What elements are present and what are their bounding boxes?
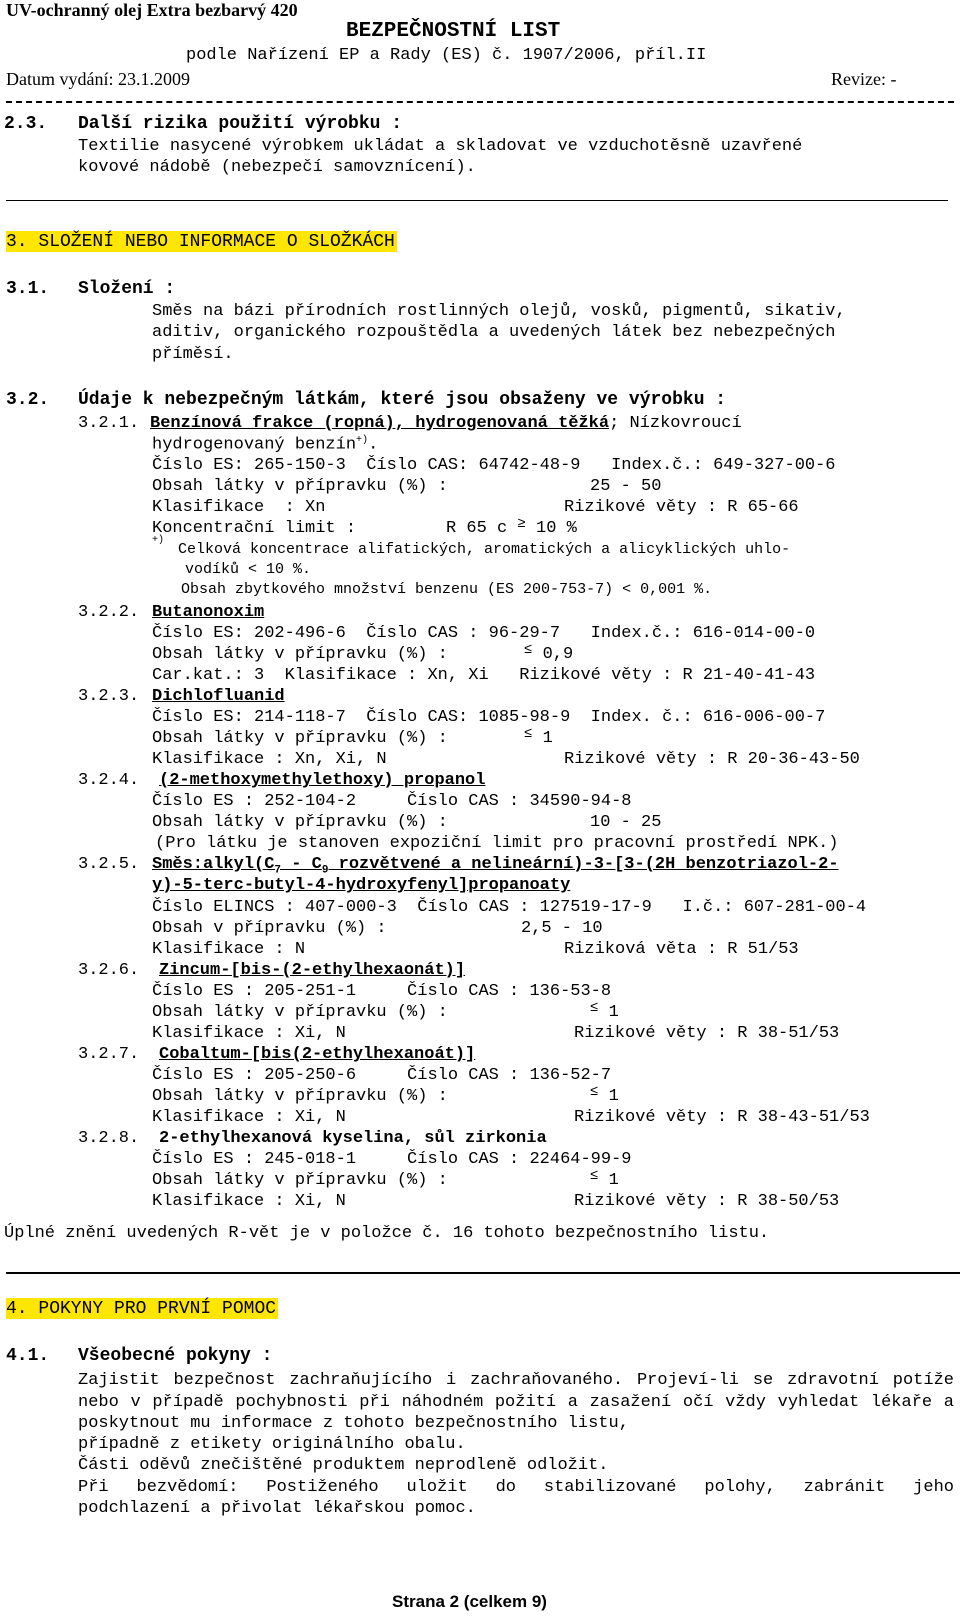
content-label: Obsah látky v přípravku (%) : (152, 1171, 448, 1190)
content-value: 10 - 25 (590, 813, 662, 832)
item-number: 3.2.7. (78, 1045, 140, 1064)
footnote-mark: +) (356, 435, 369, 446)
general-instructions-line: podchlazení a přivolat lékařskou pomoc. (78, 1499, 476, 1518)
content-value (590, 1168, 619, 1190)
exposure-note: (Pro látku je stanoven expoziční limit pro pracovní prostředí NPK.) (155, 834, 839, 853)
identifiers: Číslo ES : 245-018-1 Číslo CAS : 22464-99-9 (152, 1150, 632, 1169)
substance-name-rest: ; Nízkovroucí (609, 414, 742, 433)
content-label: Obsah látky v přípravku (%) : (152, 729, 448, 748)
substance-name-line-2 (152, 435, 378, 455)
content-value: 25 - 50 (590, 477, 662, 496)
item-number: 3.2.8. (78, 1129, 140, 1148)
item-number: 3.2.6. (78, 961, 140, 980)
identifiers: Číslo ES : 205-250-6 Číslo CAS : 136-52-7 (152, 1066, 612, 1085)
substance-name-line-2: y)-5-terc-butyl-4-hydroxyfenyl]propanoaty (152, 876, 571, 895)
content-value (524, 726, 553, 748)
less-equal-symbol: ≤ (590, 1000, 599, 1016)
substance-name: (2-methoxymethylethoxy) propanol (159, 771, 486, 790)
risk-phrases: Rizikové věty : R 38-50/53 (574, 1192, 840, 1211)
content-label: Obsah látky v přípravku (%) : (152, 477, 448, 496)
identifiers: Číslo ES: 202-496-6 Číslo CAS : 96-29-7 Index.č.: 616-014-00-0 (152, 624, 816, 643)
general-instructions-line: případně z etikety originálního obalu. (78, 1435, 466, 1454)
r-phrases-reference: Úplné znění uvedených R-vět je v položce č. 16 tohoto bezpečnostního listu. (4, 1224, 770, 1243)
substance-name: Cobaltum-[bis(2-ethylhexanoát)] (159, 1045, 476, 1064)
section-4-1-number: 4.1. (6, 1346, 50, 1366)
revision: Revize: - (831, 69, 897, 89)
content-number: 1 (608, 1087, 619, 1106)
content-number: 1 (608, 1003, 619, 1022)
general-instructions-line: Při bezvědomí: Postiženého uložit do stabilizované polohy, zabránit jeho (78, 1478, 954, 1497)
less-equal-symbol: ≤ (524, 642, 533, 658)
name-part: rozvětvené a nelineární)-3-[3-(2H benzotriazol-2- (328, 855, 839, 874)
subscript: 9 (321, 864, 329, 877)
identifiers: Číslo ELINCS : 407-000-3 Číslo CAS : 127519-17-9 I.č.: 607-281-00-4 (152, 898, 867, 917)
composition-text: Směs na bázi přírodních rostlinných olejů, vosků, pigmentů, sikativ, (152, 302, 846, 321)
content-label: Obsah látky v přípravku (%) : (152, 1087, 448, 1106)
section-2-3-title: Další rizika použití výrobku : (78, 114, 403, 134)
period: . (368, 435, 379, 455)
section-2-3-text: Textilie nasycené výrobkem ukládat a skladovat ve vzduchotěsně uzavřené (78, 137, 803, 156)
section-3-2-title: Údaje k nebezpečným látkám, které jsou obsaženy ve výrobku : (78, 390, 727, 410)
classification: Klasifikace : Xi, N (152, 1192, 346, 1211)
content-value (590, 1000, 619, 1022)
name-part: Směs:alkyl(C (152, 855, 275, 874)
classification: Klasifikace : Xn (152, 498, 326, 517)
section-4-heading: 4. POKYNY PRO PRVNÍ POMOC (6, 1299, 277, 1319)
substance-name: Butanonoxim (152, 603, 265, 622)
item-number: 3.2.3. (78, 687, 140, 706)
identifiers: Číslo ES: 265-150-3 Číslo CAS: 64742-48-9 Index.č.: 649-327-00-6 (152, 456, 836, 475)
general-instructions-line: Části oděvů znečištěné produktem neprodleně odložit. (78, 1456, 609, 1475)
identifiers: Číslo ES : 205-251-1 Číslo CAS : 136-53-8 (152, 982, 612, 1001)
content-value (524, 642, 574, 664)
less-equal-symbol: ≤ (524, 726, 533, 742)
general-instructions-paragraph: Zajistit bezpečnost zachraňujícího i zachraňovaného. Projeví-li se zdravotní potíže nebo v případě pochybnosti při náhodném požití a zasažení očí vždy vyhledat lékaře a poskytnout mu informace z tohoto bezpečnostního listu, (78, 1371, 954, 1434)
name-part: - C (281, 855, 322, 874)
section-divider (6, 200, 948, 201)
risk-phrases: Rizikové věty : R 65-66 (564, 498, 799, 517)
concentration-label: Koncentrační limit : (152, 519, 357, 538)
content-number: 0,9 (542, 645, 574, 664)
greater-equal-symbol: ≥ (517, 516, 526, 532)
item-number: 3.2.1. (78, 414, 140, 433)
risk-phrases: Rizikové věty : R 38-43-51/53 (574, 1108, 870, 1127)
substance-name: 2-ethylhexanová kyselina, sůl zirkonia (159, 1129, 547, 1148)
concentration-percent: 10 % (536, 519, 577, 538)
item-number: 3.2.2. (78, 603, 140, 622)
footnote-text: vodíků < 10 %. (185, 561, 312, 578)
section-2-3-text: kovové nádobě (nebezpečí samovznícení). (78, 158, 476, 177)
concentration-value (446, 516, 577, 538)
section-2-3-number: 2.3. (4, 114, 48, 134)
section-3-2-number: 3.2. (6, 390, 50, 410)
less-equal-symbol: ≤ (590, 1084, 599, 1100)
less-equal-symbol: ≤ (590, 1168, 599, 1184)
regulation-reference: podle Nařízení EP a Rady (ES) č. 1907/2006, příl.II (186, 46, 707, 65)
risk-phrases: Rizikové věty : R 20-36-43-50 (564, 750, 860, 769)
content-label: Obsah látky v přípravku (%) : (152, 813, 448, 832)
issue-date: Datum vydání: 23.1.2009 (6, 69, 190, 89)
footnote-mark: +) (152, 535, 165, 546)
content-label: Obsah v přípravku (%) : (152, 919, 387, 938)
substance-name: Dichlofluanid (152, 687, 285, 706)
risk-phrases: Rizikové věty : R 38-51/53 (574, 1024, 840, 1043)
section-3-1-number: 3.1. (6, 279, 50, 299)
footnote-text: Celková koncentrace alifatických, aromatických a alicyklických uhlo- (178, 541, 791, 558)
classification: Klasifikace : N (152, 940, 306, 959)
header-divider (6, 101, 954, 103)
footnote-text: Obsah zbytkového množství benzenu (ES 200-753-7) < 0,001 %. (181, 581, 713, 598)
content-number: 1 (608, 1171, 619, 1190)
content-value (590, 1084, 619, 1106)
content-label: Obsah látky v přípravku (%) : (152, 645, 448, 664)
substance-name-line (150, 414, 742, 433)
section-3-1-title: Složení : (78, 279, 176, 299)
item-number: 3.2.4. (78, 771, 140, 790)
section-divider (6, 1272, 960, 1274)
concentration-phrase: R 65 c (446, 519, 508, 538)
classification: Car.kat.: 3 Klasifikace : Xn, Xi Rizikové věty : R 21-40-41-43 (152, 666, 816, 685)
substance-name-cont: hydrogenovaný benzín (152, 435, 357, 455)
composition-text: aditiv, organického rozpouštědla a uvedených látek bez nebezpečných (152, 323, 836, 342)
classification: Klasifikace : Xi, N (152, 1108, 346, 1127)
subscript: 7 (274, 864, 282, 877)
content-label: Obsah látky v přípravku (%) : (152, 1003, 448, 1022)
content-value: 2,5 - 10 (521, 919, 603, 938)
page-number: Strana 2 (celkem 9) (392, 1592, 547, 1611)
identifiers: Číslo ES : 252-104-2 Číslo CAS : 34590-94-8 (152, 792, 632, 811)
identifiers: Číslo ES: 214-118-7 Číslo CAS: 1085-98-9 Index. č.: 616-006-00-7 (152, 708, 826, 727)
content-number: 1 (542, 729, 553, 748)
item-number: 3.2.5. (78, 855, 140, 874)
section-4-1-title: Všeobecné pokyny : (78, 1346, 273, 1366)
section-3-heading: 3. SLOŽENÍ NEBO INFORMACE O SLOŽKÁCH (6, 232, 395, 252)
risk-phrases: Riziková věta : R 51/53 (564, 940, 799, 959)
substance-name (152, 855, 839, 876)
product-name: UV-ochranný olej Extra bezbarvý 420 (6, 0, 298, 20)
document-title: BEZPEČNOSTNÍ LIST (346, 20, 561, 43)
classification: Klasifikace : Xn, Xi, N (152, 750, 387, 769)
substance-name: Benzínová frakce (ropná), hydrogenovaná těžká (150, 414, 610, 433)
composition-text: příměsí. (152, 345, 234, 364)
classification: Klasifikace : Xi, N (152, 1024, 346, 1043)
substance-name: Zincum-[bis-(2-ethylhexaonát)] (159, 961, 466, 980)
